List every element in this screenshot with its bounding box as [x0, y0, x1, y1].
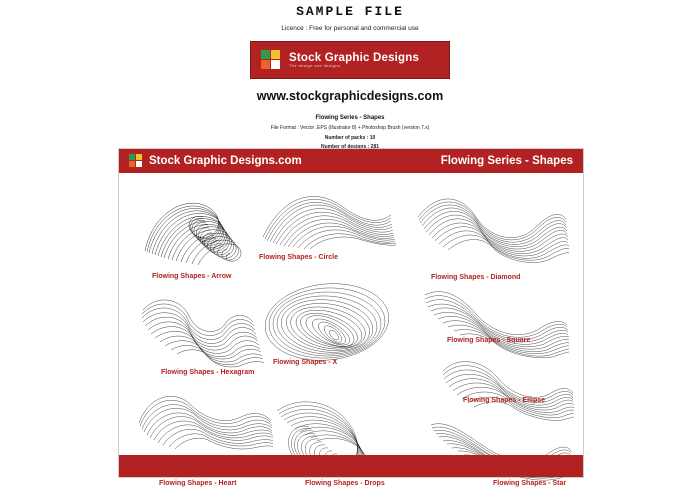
meta-series: Flowing Series - Shapes	[315, 115, 385, 121]
shape-grid	[119, 173, 583, 487]
page-title: SAMPLE FILE	[296, 4, 404, 19]
panel-brand-label: Stock Graphic Designs.com	[149, 155, 302, 167]
shape-label-circle: Flowing Shapes - Circle	[259, 254, 338, 261]
shape-label-drops: Flowing Shapes - Drops	[305, 480, 385, 487]
brand-logo-badge	[250, 41, 450, 79]
shape-tile-arrow	[137, 179, 257, 269]
shape-tile-square	[419, 281, 569, 361]
brand-tagline: The design one designs	[289, 62, 341, 68]
panel-header-bar	[119, 149, 583, 173]
shape-label-ellipse: Flowing Shapes - Ellipse	[463, 397, 546, 404]
shape-label-square: Flowing Shapes - Square	[447, 337, 531, 344]
preview-panel	[118, 148, 584, 487]
shape-tile-circle	[257, 185, 397, 255]
panel-footer-bar	[119, 455, 583, 477]
file-metadata	[0, 113, 700, 153]
shape-label-x: Flowing Shapes - X	[273, 359, 338, 366]
shape-label-diamond: Flowing Shapes - Diamond	[431, 274, 521, 281]
shape-label-arrow: Flowing Shapes - Arrow	[152, 273, 232, 280]
shape-tile-hexagram	[133, 288, 268, 373]
brand-logo-text	[289, 52, 419, 68]
meta-file-format: File Format : Vector .EPS (Illustrator 8) + Photoshop Brush (version 7.x)	[270, 125, 430, 132]
meta-packs: Number of packs : 10	[324, 134, 376, 141]
shape-label-heart: Flowing Shapes - Heart	[159, 480, 237, 487]
shape-label-hexagram: Flowing Shapes - Hexagram	[161, 369, 255, 376]
brand-name: Stock Graphic Designs	[289, 51, 420, 64]
panel-brand	[129, 154, 302, 168]
logo-mark-icon	[261, 50, 281, 70]
logo-mark-icon	[129, 154, 143, 168]
shape-label-star: Flowing Shapes - Star	[493, 480, 567, 487]
document-header	[0, 0, 700, 153]
shape-tile-heart	[133, 383, 273, 458]
licence-text: Licence : Free for personal and commercial use	[281, 25, 419, 32]
site-url: www.stockgraphicdesigns.com	[256, 89, 444, 103]
shape-tile-diamond	[414, 183, 569, 268]
panel-series-label: Flowing Series - Shapes	[440, 155, 573, 167]
